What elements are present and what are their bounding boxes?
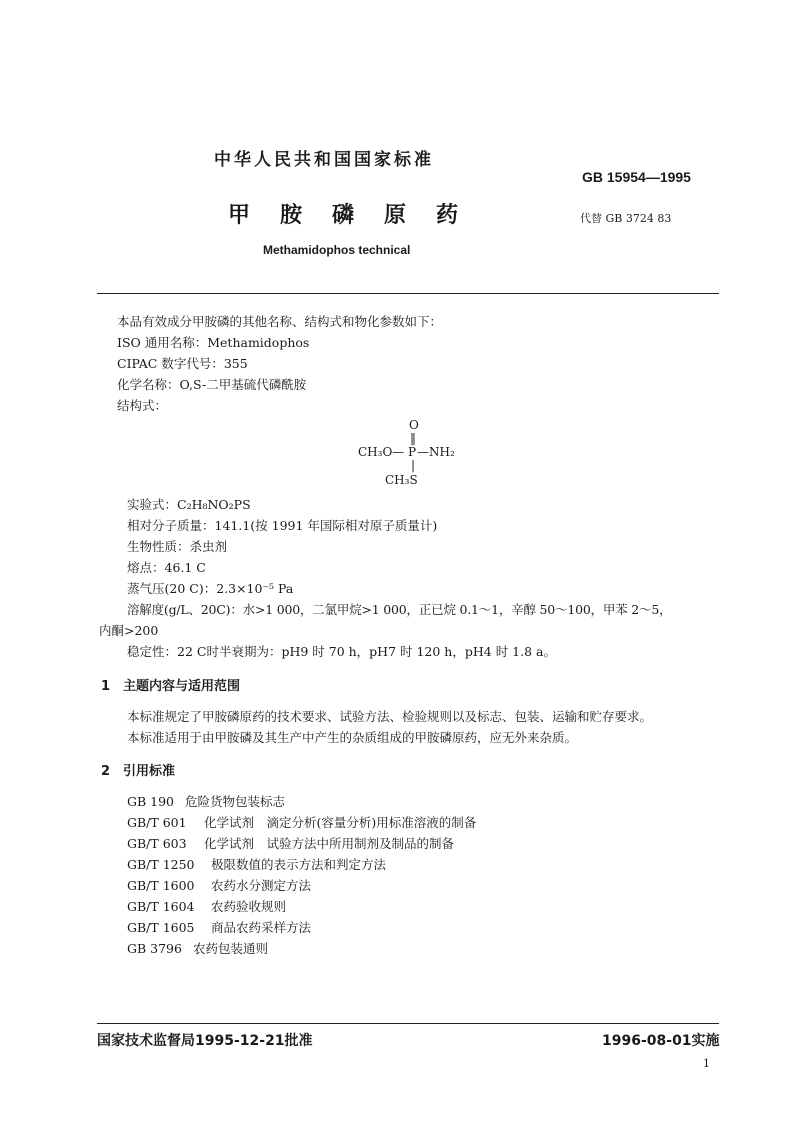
reference-title: 农药包装通则 [193, 941, 269, 956]
reference-code: GB/T 1600 [127, 878, 195, 893]
reference-code: GB/T 1250 [127, 857, 195, 872]
reference-item [127, 939, 268, 957]
reference-item [127, 918, 311, 936]
cipac-code: CIPAC 数字代号：355 [117, 356, 248, 371]
national-standard-heading: 中华人民共和国国家标准 [214, 150, 434, 170]
reference-code: GB/T 601 [127, 815, 187, 830]
right-group: —NH₂ [417, 445, 455, 459]
reference-item [127, 855, 386, 873]
reference-item [127, 876, 311, 894]
reference-title: 危险货物包装标志 [185, 794, 286, 809]
bottom-divider [97, 1023, 719, 1024]
reference-item [127, 792, 285, 810]
section-2-heading: 2 引用标准 [101, 764, 176, 779]
reference-title: 农药验收规则 [211, 899, 287, 914]
reference-title: 极限数值的表示方法和判定方法 [211, 857, 387, 872]
reference-code: GB/T 1604 [127, 899, 195, 914]
left-group: CH₃O— [358, 445, 405, 459]
reference-title: 化学试剂 滴定分析(容量分析)用标准溶液的制备 [204, 815, 477, 830]
empirical-formula: 实验式：C₂H₈NO₂PS [127, 497, 251, 512]
reference-title: 商品农药采样方法 [211, 920, 312, 935]
solubility-line-2: 内酮>200 [99, 623, 159, 638]
molecular-weight: 相对分子质量：141.1(按 1991 年国际相对原子质量计) [127, 518, 438, 533]
biological-property: 生物性质：杀虫剂 [127, 539, 228, 554]
document-title-english: Methamidophos technical [263, 243, 411, 257]
reference-title: 化学试剂 试验方法中所用制剂及制品的制备 [204, 836, 455, 851]
oxygen-atom: O [409, 418, 419, 432]
section-1-para-2: 本标准适用于由甲胺磷及其生产中产生的杂质组成的甲胺磷原药，应无外来杂质。 [127, 730, 578, 745]
iso-name: ISO 通用名称：Methamidophos [117, 335, 310, 350]
chemical-name: 化学名称：O,S-二甲基硫代磷酰胺 [117, 377, 307, 392]
section-1-heading: 1 主题内容与适用范围 [101, 679, 241, 694]
stability: 稳定性：22 C时半衰期为：pH9 时 70 h，pH7 时 120 h，pH4 时 1.8 a。 [127, 644, 556, 659]
reference-code: GB/T 603 [127, 836, 187, 851]
reference-code: GB/T 1605 [127, 920, 195, 935]
replaces-note: 代替 GB 3724 83 [580, 212, 672, 225]
reference-item [127, 813, 476, 831]
reference-item [127, 834, 454, 852]
bottom-group: CH₃S [385, 473, 418, 487]
top-divider [97, 293, 719, 294]
reference-title: 农药水分测定方法 [211, 878, 312, 893]
effective-date: 1996-08-01实施 [602, 1033, 720, 1049]
structure-label: 结构式： [117, 398, 168, 413]
phosphorus-atom: P [408, 445, 417, 459]
approval-line: 国家技术监督局1995-12-21批准 [97, 1033, 313, 1049]
document-title: 甲胺磷原药 [228, 203, 489, 228]
melting-point: 熔点：46.1 C [127, 560, 206, 575]
vapor-pressure: 蒸气压(20 C)：2.3×10⁻⁵ Pa [127, 581, 294, 596]
reference-code: GB 3796 [127, 941, 182, 956]
standard-number: GB 15954—1995 [582, 169, 691, 185]
reference-item [127, 897, 286, 915]
single-bond: | [411, 458, 416, 472]
page-number: 1 [703, 1057, 710, 1070]
solubility-line-1: 溶解度(g/L、20C)：水>1 000，二氯甲烷>1 000，正已烷 0.1～1，辛醇 50～100，甲苯 2～5， [127, 602, 672, 617]
intro-lead: 本品有效成分甲胺磷的其他名称、结构式和物化参数如下： [117, 314, 443, 329]
reference-code: GB 190 [127, 794, 175, 809]
section-1-para-1: 本标准规定了甲胺磷原药的技术要求、试验方法、检验规则以及标志、包装、运输和贮存要求。 [127, 709, 653, 724]
double-bond: ‖ [410, 431, 416, 445]
